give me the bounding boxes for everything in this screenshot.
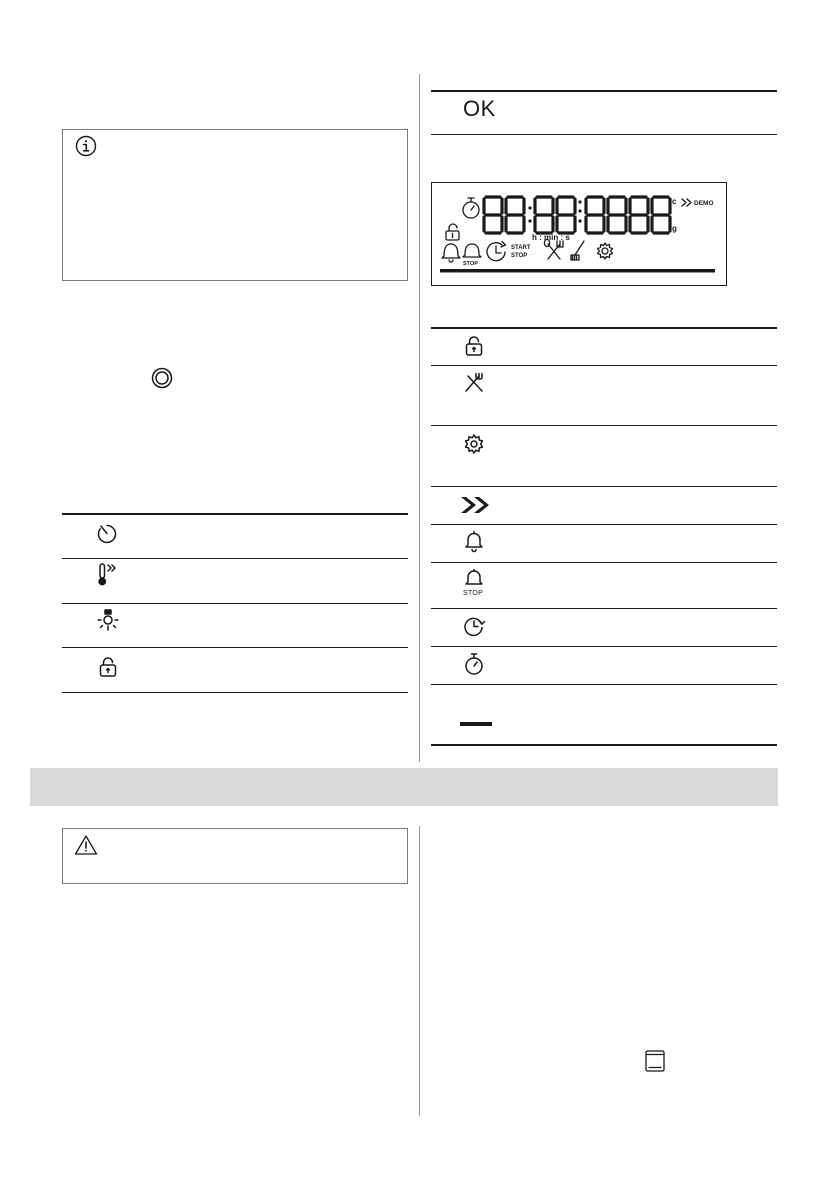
display-degree-unit: c xyxy=(672,197,677,206)
right-table-rule xyxy=(431,608,777,609)
display-stopwatch-icon xyxy=(463,198,479,218)
display-lock-icon xyxy=(446,224,459,240)
display-gram-unit: g xyxy=(672,224,677,233)
ok-table-top-rule xyxy=(431,90,777,92)
display-assisted-cooking-icon xyxy=(544,239,563,259)
lock-icon xyxy=(464,335,484,357)
display-fast-heatup-icon xyxy=(682,199,691,206)
end-time-icon xyxy=(463,615,485,637)
display-demo-label: DEMO xyxy=(694,200,714,207)
section-heading-band xyxy=(30,768,778,806)
display-cleaning-icon xyxy=(571,241,584,260)
info-icon xyxy=(75,135,97,157)
info-note-box xyxy=(62,129,408,281)
warning-note-box xyxy=(62,828,408,884)
display-stop-label: STOP xyxy=(511,253,528,259)
right-table-rule xyxy=(431,684,777,685)
display-bell-icon xyxy=(442,244,460,262)
settings-icon xyxy=(463,433,485,455)
right-table-rule xyxy=(431,486,777,487)
oven-door-icon xyxy=(644,1049,666,1073)
display-bell-stop-icon xyxy=(463,244,481,257)
left-table-bottom-rule xyxy=(62,692,408,693)
display-progress-bar xyxy=(440,269,715,273)
oven-lamp-icon xyxy=(96,608,120,632)
right-table-rule xyxy=(431,562,777,563)
left-table-rule xyxy=(62,647,408,648)
ok-button-icon: OK xyxy=(463,96,496,121)
right-table-rule xyxy=(431,365,777,366)
lock-icon xyxy=(98,656,118,678)
warning-icon xyxy=(74,834,98,856)
core-temperature-sensor-icon xyxy=(97,562,121,588)
bell-icon xyxy=(464,530,484,552)
ok-table-bottom-rule xyxy=(431,134,777,135)
left-table-rule xyxy=(62,603,408,604)
display-digits-hours xyxy=(484,197,524,233)
progress-bar-icon xyxy=(460,722,492,726)
assisted-cooking-icon xyxy=(463,372,485,394)
column-divider-top xyxy=(419,74,420,762)
display-end-time-icon xyxy=(487,242,505,261)
display-hms-label: h : min : s xyxy=(532,233,570,242)
fast-heatup-icon xyxy=(459,494,493,516)
right-table-bottom-rule xyxy=(431,744,777,746)
right-table-rule xyxy=(431,425,777,426)
display-start-label: START xyxy=(511,245,531,251)
on-off-knob-icon xyxy=(151,367,173,389)
right-table-top-rule xyxy=(431,327,777,329)
display-illustration xyxy=(431,182,727,286)
bell-stop-label: STOP xyxy=(463,590,484,597)
left-table-top-rule xyxy=(62,513,408,515)
right-table-rule xyxy=(431,524,777,525)
display-digits-value xyxy=(586,197,670,233)
column-divider-bottom xyxy=(419,826,420,1116)
timer-icon xyxy=(96,523,118,545)
bell-stop-icon xyxy=(464,568,484,588)
display-bell-stop-label: STOP xyxy=(463,261,478,267)
display-settings-icon xyxy=(598,243,613,259)
left-table-rule xyxy=(62,558,408,559)
right-table-rule xyxy=(431,646,777,647)
stopwatch-icon xyxy=(463,652,485,676)
display-digits-minutes xyxy=(535,197,575,233)
